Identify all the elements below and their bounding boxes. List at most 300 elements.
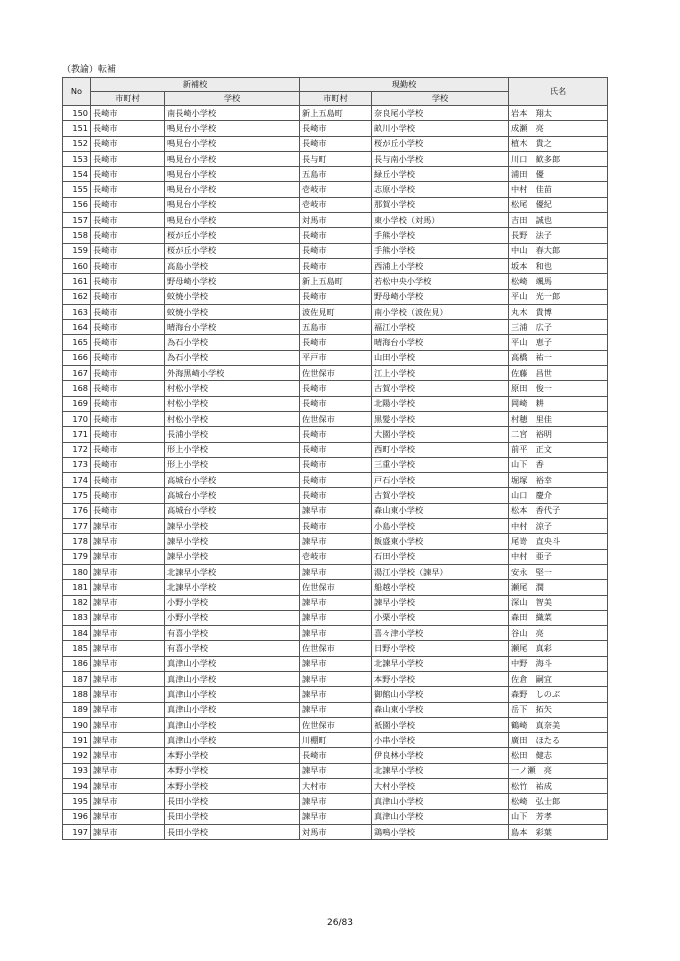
new-school-cell: 北諫早小学校 (165, 580, 300, 595)
new-school-cell: 為石小学校 (165, 350, 300, 365)
row-number: 182 (63, 595, 91, 610)
teacher-name-cell: 原田 俊一 (509, 381, 608, 396)
table-row (63, 687, 608, 702)
current-school-cell: 森山東小学校 (372, 503, 509, 518)
new-school-cell: 高城台小学校 (165, 473, 300, 488)
new-city-cell: 諫早市 (91, 595, 165, 610)
row-number: 191 (63, 733, 91, 748)
new-city-cell: 長崎市 (91, 320, 165, 335)
table-row (63, 304, 608, 319)
current-school-cell: 喜々津小学校 (372, 626, 509, 641)
current-city-cell: 大村市 (300, 779, 372, 794)
new-city-cell: 諫早市 (91, 564, 165, 579)
current-school-cell: 祇園小学校 (372, 717, 509, 732)
new-city-cell: 長崎市 (91, 151, 165, 166)
current-school-cell: 西浦上小学校 (372, 258, 509, 273)
new-school-cell: 真津山小学校 (165, 702, 300, 717)
current-school-cell: 晴海台小学校 (372, 335, 509, 350)
table-row (63, 427, 608, 442)
current-school-cell: 奈良尾小学校 (372, 106, 509, 121)
new-school-cell: 長田小学校 (165, 809, 300, 824)
new-school-cell: 本野小学校 (165, 763, 300, 778)
teacher-name-cell: 川口 歓多郎 (509, 151, 608, 166)
teacher-name-cell: 吉田 誠也 (509, 213, 608, 228)
row-number: 173 (63, 457, 91, 472)
current-school-cell: 戸石小学校 (372, 473, 509, 488)
row-number: 159 (63, 243, 91, 258)
current-school-cell: 手熊小学校 (372, 228, 509, 243)
table-row (63, 381, 608, 396)
new-city-cell: 長崎市 (91, 258, 165, 273)
current-city-cell: 諫早市 (300, 595, 372, 610)
current-school-cell: 森山東小学校 (372, 702, 509, 717)
row-number: 164 (63, 320, 91, 335)
current-school-cell: 大園小学校 (372, 427, 509, 442)
new-city-cell: 諫早市 (91, 626, 165, 641)
table-row (63, 274, 608, 289)
new-city-cell: 長崎市 (91, 366, 165, 381)
current-school-cell: 小栗小学校 (372, 610, 509, 625)
current-school-cell: 那賀小学校 (372, 197, 509, 212)
teacher-name-cell: 植木 貴之 (509, 136, 608, 151)
current-city-cell: 佐世保市 (300, 411, 372, 426)
header-name: 氏名 (509, 78, 608, 106)
current-school-cell: 真津山小学校 (372, 809, 509, 824)
current-school-cell: 山田小学校 (372, 350, 509, 365)
new-school-cell: 鳴見台小学校 (165, 121, 300, 136)
new-school-cell: 長田小学校 (165, 794, 300, 809)
current-city-cell: 諫早市 (300, 534, 372, 549)
table-row (63, 733, 608, 748)
row-number: 156 (63, 197, 91, 212)
new-city-cell: 長崎市 (91, 442, 165, 457)
row-number: 153 (63, 151, 91, 166)
current-city-cell: 平戸市 (300, 350, 372, 365)
row-number: 166 (63, 350, 91, 365)
teacher-name-cell: 安永 堅一 (509, 564, 608, 579)
teacher-name-cell: 深山 智美 (509, 595, 608, 610)
current-school-cell: 古賀小学校 (372, 488, 509, 503)
new-school-cell: 真津山小学校 (165, 671, 300, 686)
current-city-cell: 諫早市 (300, 564, 372, 579)
current-city-cell: 長崎市 (300, 228, 372, 243)
current-city-cell: 新上五島町 (300, 274, 372, 289)
teacher-name-cell: 森田 織菜 (509, 610, 608, 625)
new-city-cell: 諫早市 (91, 671, 165, 686)
new-city-cell: 長崎市 (91, 381, 165, 396)
table-row (63, 641, 608, 656)
current-school-cell: 本野小学校 (372, 671, 509, 686)
table-row (63, 213, 608, 228)
current-city-cell: 長崎市 (300, 748, 372, 763)
new-city-cell: 長崎市 (91, 136, 165, 151)
current-school-cell: 小串小学校 (372, 733, 509, 748)
teacher-name-cell: 成瀬 亮 (509, 121, 608, 136)
current-school-cell: 飯盛東小学校 (372, 534, 509, 549)
teacher-name-cell: 山口 慶介 (509, 488, 608, 503)
table-row (63, 258, 608, 273)
header-new-city: 市町村 (91, 92, 165, 106)
current-city-cell: 諫早市 (300, 610, 372, 625)
teacher-name-cell: 平山 恵子 (509, 335, 608, 350)
new-school-cell: 蚊焼小学校 (165, 304, 300, 319)
current-school-cell: 畝川小学校 (372, 121, 509, 136)
row-number: 189 (63, 702, 91, 717)
current-city-cell: 諫早市 (300, 794, 372, 809)
new-city-cell: 長崎市 (91, 488, 165, 503)
current-city-cell: 長崎市 (300, 258, 372, 273)
teacher-name-cell: 坂本 和也 (509, 258, 608, 273)
current-city-cell: 長崎市 (300, 519, 372, 534)
header-current-school: 学校 (372, 92, 509, 106)
current-school-cell: 福江小学校 (372, 320, 509, 335)
current-school-cell: 北諫早小学校 (372, 763, 509, 778)
row-number: 179 (63, 549, 91, 564)
header-new-school-group: 新補校 (91, 78, 300, 92)
new-school-cell: 本野小学校 (165, 779, 300, 794)
current-school-cell: 手熊小学校 (372, 243, 509, 258)
row-number: 174 (63, 473, 91, 488)
table-row (63, 197, 608, 212)
new-city-cell: 諫早市 (91, 580, 165, 595)
new-school-cell: 村松小学校 (165, 411, 300, 426)
current-city-cell: 佐世保市 (300, 580, 372, 595)
row-number: 186 (63, 656, 91, 671)
row-number: 196 (63, 809, 91, 824)
current-school-cell: 古賀小学校 (372, 381, 509, 396)
table-row (63, 350, 608, 365)
new-city-cell: 長崎市 (91, 213, 165, 228)
table-row (63, 809, 608, 824)
row-number: 150 (63, 106, 91, 121)
header-current-school-group: 現勤校 (300, 78, 509, 92)
current-city-cell: 佐世保市 (300, 717, 372, 732)
row-number: 158 (63, 228, 91, 243)
new-city-cell: 長崎市 (91, 167, 165, 182)
row-number: 192 (63, 748, 91, 763)
teacher-name-cell: 尾嵜 直央斗 (509, 534, 608, 549)
current-school-cell: 石田小学校 (372, 549, 509, 564)
row-number: 183 (63, 610, 91, 625)
row-number: 187 (63, 671, 91, 686)
new-school-cell: 鳴見台小学校 (165, 182, 300, 197)
current-city-cell: 長崎市 (300, 396, 372, 411)
current-city-cell: 五島市 (300, 320, 372, 335)
new-city-cell: 諫早市 (91, 687, 165, 702)
new-city-cell: 諫早市 (91, 824, 165, 839)
table-row (63, 473, 608, 488)
current-city-cell: 諫早市 (300, 656, 372, 671)
table-row (63, 503, 608, 518)
teacher-name-cell: 中山 春大郎 (509, 243, 608, 258)
current-school-cell: 東小学校（対馬） (372, 213, 509, 228)
new-city-cell: 諫早市 (91, 794, 165, 809)
table-row (63, 320, 608, 335)
current-city-cell: 五島市 (300, 167, 372, 182)
teacher-name-cell: 瀬尾 潤 (509, 580, 608, 595)
new-school-cell: 晴海台小学校 (165, 320, 300, 335)
current-city-cell: 長崎市 (300, 121, 372, 136)
new-school-cell: 鳴見台小学校 (165, 167, 300, 182)
new-school-cell: 外海黒崎小学校 (165, 366, 300, 381)
row-number: 162 (63, 289, 91, 304)
new-school-cell: 蚊焼小学校 (165, 289, 300, 304)
new-city-cell: 諫早市 (91, 733, 165, 748)
current-school-cell: 御館山小学校 (372, 687, 509, 702)
current-city-cell: 長崎市 (300, 442, 372, 457)
table-row (63, 442, 608, 457)
new-city-cell: 長崎市 (91, 121, 165, 136)
new-city-cell: 諫早市 (91, 763, 165, 778)
table-row (63, 534, 608, 549)
table-row (63, 243, 608, 258)
row-number: 193 (63, 763, 91, 778)
current-school-cell: 小島小学校 (372, 519, 509, 534)
current-city-cell: 諫早市 (300, 626, 372, 641)
row-number: 170 (63, 411, 91, 426)
teacher-name-cell: 松本 香代子 (509, 503, 608, 518)
teacher-name-cell: 岡崎 耕 (509, 396, 608, 411)
row-number: 176 (63, 503, 91, 518)
new-school-cell: 村松小学校 (165, 396, 300, 411)
table-row (63, 549, 608, 564)
current-school-cell: 真津山小学校 (372, 794, 509, 809)
current-school-cell: 大村小学校 (372, 779, 509, 794)
table-row (63, 656, 608, 671)
table-row (63, 717, 608, 732)
new-school-cell: 諫早小学校 (165, 519, 300, 534)
row-number: 197 (63, 824, 91, 839)
teacher-name-cell: 長野 法子 (509, 228, 608, 243)
row-number: 165 (63, 335, 91, 350)
row-number: 194 (63, 779, 91, 794)
teacher-name-cell: 森野 しのぶ (509, 687, 608, 702)
new-city-cell: 長崎市 (91, 457, 165, 472)
new-school-cell: 北諫早小学校 (165, 564, 300, 579)
current-city-cell: 新上五島町 (300, 106, 372, 121)
table-row (63, 335, 608, 350)
row-number: 171 (63, 427, 91, 442)
row-number: 169 (63, 396, 91, 411)
table-row (63, 182, 608, 197)
current-school-cell: 野母崎小学校 (372, 289, 509, 304)
row-number: 155 (63, 182, 91, 197)
current-school-cell: 西町小学校 (372, 442, 509, 457)
teacher-name-cell: 二宮 裕明 (509, 427, 608, 442)
current-city-cell: 壱岐市 (300, 182, 372, 197)
current-city-cell: 長崎市 (300, 381, 372, 396)
new-school-cell: 本野小学校 (165, 748, 300, 763)
current-city-cell: 長崎市 (300, 289, 372, 304)
table-row (63, 457, 608, 472)
teacher-name-cell: 中野 海斗 (509, 656, 608, 671)
teacher-name-cell: 谷山 亮 (509, 626, 608, 641)
row-number: 185 (63, 641, 91, 656)
row-number: 188 (63, 687, 91, 702)
teacher-name-cell: 松田 健志 (509, 748, 608, 763)
new-city-cell: 長崎市 (91, 396, 165, 411)
table-caption: （教諭）転補 (62, 65, 117, 75)
current-school-cell: 北陽小学校 (372, 396, 509, 411)
row-number: 154 (63, 167, 91, 182)
new-school-cell: 真津山小学校 (165, 733, 300, 748)
new-city-cell: 長崎市 (91, 473, 165, 488)
row-number: 190 (63, 717, 91, 732)
row-number: 195 (63, 794, 91, 809)
new-city-cell: 諫早市 (91, 656, 165, 671)
table-row (63, 580, 608, 595)
row-number: 157 (63, 213, 91, 228)
table-row (63, 702, 608, 717)
current-school-cell: 桜が丘小学校 (372, 136, 509, 151)
current-city-cell: 長与町 (300, 151, 372, 166)
new-city-cell: 長崎市 (91, 228, 165, 243)
teacher-name-cell: 前平 正文 (509, 442, 608, 457)
row-number: 181 (63, 580, 91, 595)
new-city-cell: 長崎市 (91, 182, 165, 197)
current-city-cell: 諫早市 (300, 702, 372, 717)
teacher-name-cell: 島本 彩葉 (509, 824, 608, 839)
table-row (63, 626, 608, 641)
new-city-cell: 諫早市 (91, 534, 165, 549)
table-row (63, 289, 608, 304)
new-school-cell: 形上小学校 (165, 442, 300, 457)
current-city-cell: 長崎市 (300, 335, 372, 350)
table-row (63, 779, 608, 794)
new-school-cell: 有喜小学校 (165, 641, 300, 656)
current-school-cell: 若松中央小学校 (372, 274, 509, 289)
table-row (63, 671, 608, 686)
new-city-cell: 諫早市 (91, 717, 165, 732)
new-city-cell: 諫早市 (91, 809, 165, 824)
teacher-name-cell: 中村 佳苗 (509, 182, 608, 197)
current-school-cell: 三重小学校 (372, 457, 509, 472)
table-row (63, 794, 608, 809)
teacher-name-cell: 一ノ瀬 亮 (509, 763, 608, 778)
new-school-cell: 真津山小学校 (165, 717, 300, 732)
current-school-cell: 日野小学校 (372, 641, 509, 656)
new-city-cell: 長崎市 (91, 243, 165, 258)
table-row (63, 564, 608, 579)
new-city-cell: 長崎市 (91, 427, 165, 442)
table-body (63, 106, 608, 840)
current-city-cell: 佐世保市 (300, 641, 372, 656)
row-number: 152 (63, 136, 91, 151)
new-city-cell: 長崎市 (91, 106, 165, 121)
new-school-cell: 南長崎小学校 (165, 106, 300, 121)
row-number: 175 (63, 488, 91, 503)
current-city-cell: 長崎市 (300, 488, 372, 503)
teacher-name-cell: 丸木 貴博 (509, 304, 608, 319)
teacher-name-cell: 岩本 翔太 (509, 106, 608, 121)
new-city-cell: 諫早市 (91, 779, 165, 794)
new-school-cell: 野母崎小学校 (165, 274, 300, 289)
new-school-cell: 小野小学校 (165, 610, 300, 625)
current-school-cell: 志原小学校 (372, 182, 509, 197)
row-number: 167 (63, 366, 91, 381)
row-number: 180 (63, 564, 91, 579)
teacher-name-cell: 廣田 ほたる (509, 733, 608, 748)
new-school-cell: 小野小学校 (165, 595, 300, 610)
row-number: 172 (63, 442, 91, 457)
current-city-cell: 壱岐市 (300, 197, 372, 212)
teacher-name-cell: 浦田 優 (509, 167, 608, 182)
new-city-cell: 長崎市 (91, 274, 165, 289)
teacher-name-cell: 平山 光一郎 (509, 289, 608, 304)
new-school-cell: 長浦小学校 (165, 427, 300, 442)
teacher-name-cell: 中村 亜子 (509, 549, 608, 564)
header-new-school: 学校 (165, 92, 300, 106)
teacher-name-cell: 山下 香 (509, 457, 608, 472)
current-city-cell: 長崎市 (300, 136, 372, 151)
new-city-cell: 長崎市 (91, 335, 165, 350)
current-city-cell: 波佐見町 (300, 304, 372, 319)
teacher-name-cell: 鶴崎 真奈美 (509, 717, 608, 732)
new-school-cell: 桜が丘小学校 (165, 228, 300, 243)
teacher-name-cell: 三浦 広子 (509, 320, 608, 335)
current-school-cell: 緑丘小学校 (372, 167, 509, 182)
row-number: 178 (63, 534, 91, 549)
teacher-name-cell: 中村 涼子 (509, 519, 608, 534)
teacher-name-cell: 松尾 優紀 (509, 197, 608, 212)
current-school-cell: 北諫早小学校 (372, 656, 509, 671)
current-school-cell: 江上小学校 (372, 366, 509, 381)
current-city-cell: 佐世保市 (300, 366, 372, 381)
row-number: 151 (63, 121, 91, 136)
row-number: 163 (63, 304, 91, 319)
teacher-name-cell: 松崎 颯馬 (509, 274, 608, 289)
row-number: 160 (63, 258, 91, 273)
current-school-cell: 船越小学校 (372, 580, 509, 595)
table-row (63, 610, 608, 625)
new-city-cell: 長崎市 (91, 197, 165, 212)
current-school-cell: 伊良林小学校 (372, 748, 509, 763)
table-row (63, 595, 608, 610)
new-school-cell: 桜が丘小学校 (165, 243, 300, 258)
new-city-cell: 諫早市 (91, 748, 165, 763)
row-number: 168 (63, 381, 91, 396)
current-school-cell: 長与南小学校 (372, 151, 509, 166)
current-city-cell: 長崎市 (300, 427, 372, 442)
teacher-name-cell: 佐藤 昌世 (509, 366, 608, 381)
current-city-cell: 対馬市 (300, 824, 372, 839)
new-city-cell: 諫早市 (91, 610, 165, 625)
table-row (63, 519, 608, 534)
current-school-cell: 湯江小学校（諫早） (372, 564, 509, 579)
new-school-cell: 諫早小学校 (165, 534, 300, 549)
teacher-name-cell: 山下 芳孝 (509, 809, 608, 824)
table-row (63, 763, 608, 778)
table-row (63, 167, 608, 182)
table-row (63, 121, 608, 136)
new-school-cell: 鳴見台小学校 (165, 213, 300, 228)
current-school-cell: 諫早小学校 (372, 595, 509, 610)
table-row (63, 366, 608, 381)
current-city-cell: 川棚町 (300, 733, 372, 748)
teacher-name-cell: 瀬尾 真彩 (509, 641, 608, 656)
header-no: No (63, 78, 91, 106)
new-school-cell: 諫早小学校 (165, 549, 300, 564)
new-city-cell: 諫早市 (91, 702, 165, 717)
new-school-cell: 真津山小学校 (165, 656, 300, 671)
table-row (63, 411, 608, 426)
table-row (63, 228, 608, 243)
row-number: 161 (63, 274, 91, 289)
new-school-cell: 為石小学校 (165, 335, 300, 350)
teacher-name-cell: 堀塚 裕幸 (509, 473, 608, 488)
teacher-name-cell: 松竹 祐成 (509, 779, 608, 794)
new-school-cell: 長田小学校 (165, 824, 300, 839)
